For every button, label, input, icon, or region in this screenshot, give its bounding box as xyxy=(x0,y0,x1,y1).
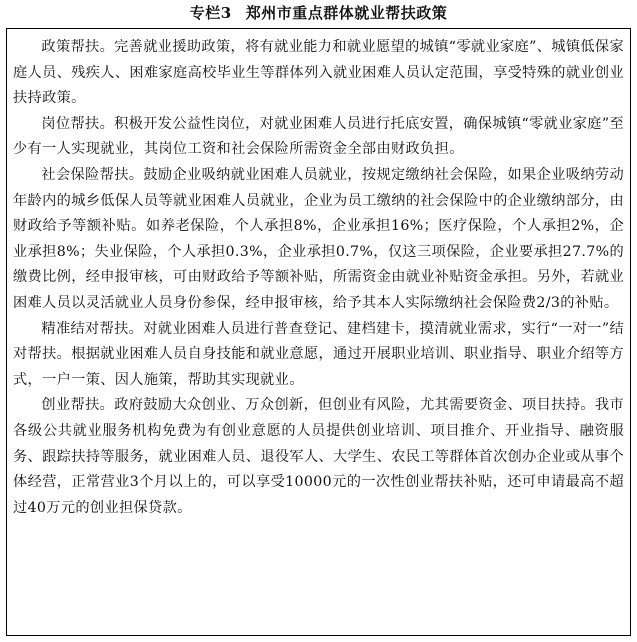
paragraph-paired-support: 精准结对帮扶。对就业困难人员进行普查登记、建档建卡，摸清就业需求，实行“一对一”结对帮扶。根据就业困难人员自身技能和就业意愿，通过开展职业培训、职业指导、职业介绍等方式，一户一策、因人施策，帮助其实现就业。 xyxy=(13,320,624,388)
column-label: 专栏3 xyxy=(189,4,232,22)
paragraph-social-insurance-support: 社会保险帮扶。鼓励企业吸纳就业困难人员就业，按规定缴纳社会保险，如果企业吸纳劳动年龄内的城乡低保人员等就业困难人员就业，企业为员工缴纳的社会保险中的企业缴纳部分，由财政给予等额补贴。如养老保险，个人承担8%，企业承担16%；医疗保险，个人承担2%，企业承担8%；失业保险，个人承担0.3%，企业承担0.7%，仅这三项保险，企业要承担27.7%的缴费比例，经申报审核，可由财政给予等额补贴，所需资金由就业补贴资金承担。另外，若就业困难人员以灵活就业人员身份参保，经申报审核，给予其本人实际缴纳社会保险费2/3的补贴。 xyxy=(13,166,624,311)
paragraph-job-support: 岗位帮扶。积极开发公益性岗位，对就业困难人员进行托底安置，确保城镇“零就业家庭”至少有一人实现就业，其岗位工资和社会保险所需资金全部由财政负担。 xyxy=(13,115,624,158)
document-title xyxy=(0,3,637,23)
policy-box xyxy=(6,28,631,636)
paragraph-policy-support: 政策帮扶。完善就业援助政策，将有就业能力和就业愿望的城镇“零就业家庭”、城镇低保家庭人员、残疾人、困难家庭高校毕业生等群体列入就业困难人员认定范围，享受特殊的就业创业扶持政策。 xyxy=(13,39,624,107)
title-text: 郑州市重点群体就业帮扶政策 xyxy=(245,4,448,22)
paragraph-entrepreneurship-support: 创业帮扶。政府鼓励大众创业、万众创新，但创业有风险，尤其需要资金、项目扶持。我市各级公共就业服务机构免费为有创业意愿的人员提供创业培训、项目推介、开业指导、融资服务、跟踪扶持等服务，就业困难人员、退役军人、大学生、农民工等群体首次创办企业或从事个体经营，正常营业3个月以上的，可以享受10000元的一次性创业帮扶补贴，还可申请最高不超过40万元的创业担保贷款。 xyxy=(13,397,624,516)
